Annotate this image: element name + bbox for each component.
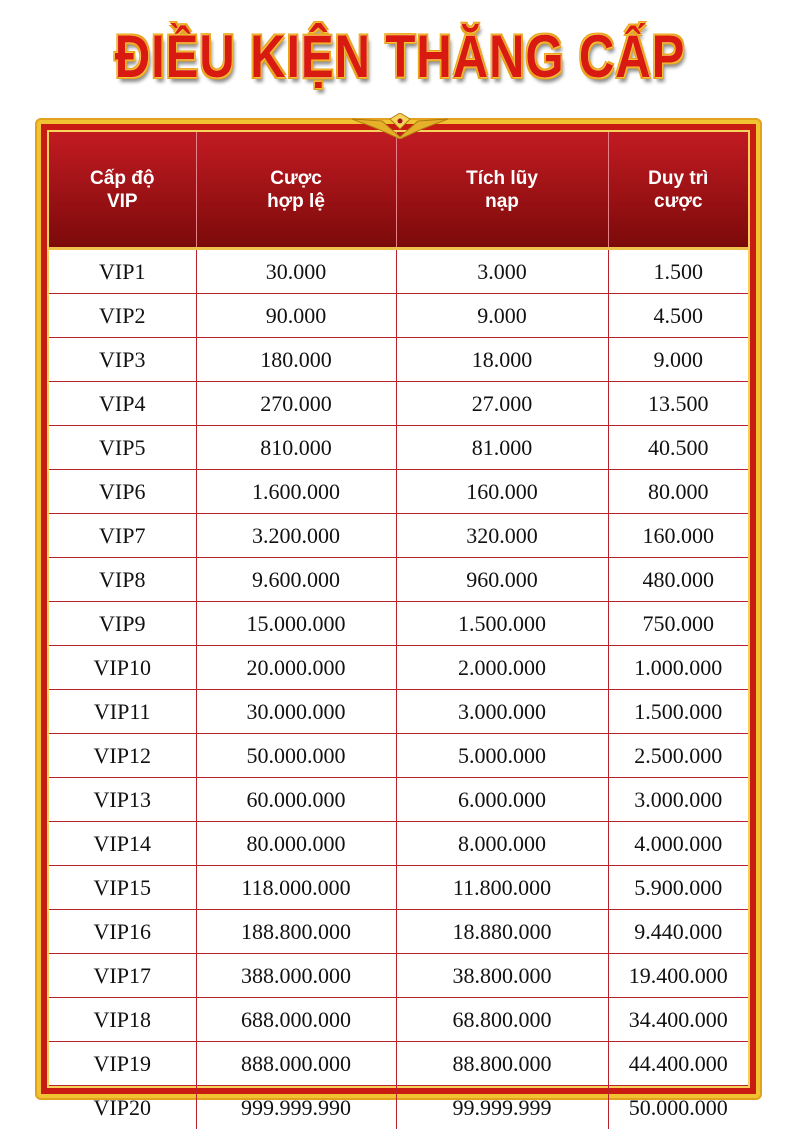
table-row — [49, 426, 748, 470]
cell-maintain-bet: 3.000.000 — [608, 778, 748, 822]
cell-deposit-total: 6.000.000 — [396, 778, 608, 822]
cell-maintain-bet: 750.000 — [608, 602, 748, 646]
cell-maintain-bet: 1.500 — [608, 249, 748, 294]
cell-valid-bet: 888.000.000 — [196, 1042, 396, 1086]
cell-maintain-bet: 50.000.000 — [608, 1086, 748, 1129]
cell-valid-bet: 15.000.000 — [196, 602, 396, 646]
table-row — [49, 822, 748, 866]
header-label-line: nạp — [485, 190, 519, 212]
cell-maintain-bet: 1.500.000 — [608, 690, 748, 734]
cell-maintain-bet: 40.500 — [608, 426, 748, 470]
cell-vip-level: VIP18 — [49, 998, 196, 1042]
cell-deposit-total: 160.000 — [396, 470, 608, 514]
table-row — [49, 998, 748, 1042]
cell-valid-bet: 60.000.000 — [196, 778, 396, 822]
cell-valid-bet: 80.000.000 — [196, 822, 396, 866]
cell-valid-bet: 180.000 — [196, 338, 396, 382]
cell-deposit-total: 3.000.000 — [396, 690, 608, 734]
cell-deposit-total: 88.800.000 — [396, 1042, 608, 1086]
cell-vip-level: VIP19 — [49, 1042, 196, 1086]
cell-maintain-bet: 44.400.000 — [608, 1042, 748, 1086]
cell-deposit-total: 5.000.000 — [396, 734, 608, 778]
cell-vip-level: VIP11 — [49, 690, 196, 734]
table-row — [49, 1042, 748, 1086]
header-maintain-bet — [608, 132, 748, 249]
cell-vip-level: VIP3 — [49, 338, 196, 382]
cell-valid-bet: 9.600.000 — [196, 558, 396, 602]
cell-vip-level: VIP20 — [49, 1086, 196, 1129]
cell-deposit-total: 38.800.000 — [396, 954, 608, 998]
cell-maintain-bet: 480.000 — [608, 558, 748, 602]
header-label-line: Cược — [270, 167, 322, 189]
cell-deposit-total: 1.500.000 — [396, 602, 608, 646]
cell-deposit-total: 8.000.000 — [396, 822, 608, 866]
cell-valid-bet: 810.000 — [196, 426, 396, 470]
page-title: ĐIỀU KIỆN THĂNG CẤP — [114, 23, 686, 90]
header-label-line: Cấp độ — [90, 167, 155, 189]
cell-deposit-total: 18.000 — [396, 338, 608, 382]
cell-valid-bet: 1.600.000 — [196, 470, 396, 514]
cell-maintain-bet: 4.500 — [608, 294, 748, 338]
cell-deposit-total: 27.000 — [396, 382, 608, 426]
table-row — [49, 338, 748, 382]
cell-maintain-bet: 5.900.000 — [608, 866, 748, 910]
header-vip-level — [49, 132, 196, 249]
table-frame — [37, 120, 760, 1120]
cell-vip-level: VIP10 — [49, 646, 196, 690]
cell-deposit-total: 3.000 — [396, 249, 608, 294]
table-row — [49, 734, 748, 778]
cell-vip-level: VIP6 — [49, 470, 196, 514]
header-label-line: Tích lũy — [466, 167, 538, 189]
cell-deposit-total: 81.000 — [396, 426, 608, 470]
cell-valid-bet: 688.000.000 — [196, 998, 396, 1042]
cell-vip-level: VIP12 — [49, 734, 196, 778]
cell-maintain-bet: 9.440.000 — [608, 910, 748, 954]
cell-vip-level: VIP14 — [49, 822, 196, 866]
cell-maintain-bet: 13.500 — [608, 382, 748, 426]
cell-valid-bet: 30.000 — [196, 249, 396, 294]
header-label-line: cược — [654, 190, 703, 212]
table-row — [49, 470, 748, 514]
cell-vip-level: VIP17 — [49, 954, 196, 998]
cell-deposit-total: 11.800.000 — [396, 866, 608, 910]
cell-deposit-total: 2.000.000 — [396, 646, 608, 690]
header-valid-bet — [196, 132, 396, 249]
cell-valid-bet: 118.000.000 — [196, 866, 396, 910]
cell-valid-bet: 3.200.000 — [196, 514, 396, 558]
table-row — [49, 558, 748, 602]
cell-valid-bet: 388.000.000 — [196, 954, 396, 998]
cell-valid-bet: 30.000.000 — [196, 690, 396, 734]
cell-valid-bet: 20.000.000 — [196, 646, 396, 690]
cell-vip-level: VIP16 — [49, 910, 196, 954]
cell-vip-level: VIP4 — [49, 382, 196, 426]
cell-maintain-bet: 9.000 — [608, 338, 748, 382]
cell-valid-bet: 999.999.990 — [196, 1086, 396, 1129]
cell-maintain-bet: 1.000.000 — [608, 646, 748, 690]
header-label-line: Duy trì — [648, 167, 709, 189]
cell-maintain-bet: 4.000.000 — [608, 822, 748, 866]
table-row — [49, 866, 748, 910]
table-row — [49, 778, 748, 822]
cell-deposit-total: 68.800.000 — [396, 998, 608, 1042]
table-row — [49, 382, 748, 426]
header-deposit-total — [396, 132, 608, 249]
cell-valid-bet: 188.800.000 — [196, 910, 396, 954]
header-label-line: VIP — [106, 190, 138, 212]
cell-vip-level: VIP9 — [49, 602, 196, 646]
cell-vip-level: VIP5 — [49, 426, 196, 470]
crest-ornament-icon — [352, 113, 448, 139]
cell-vip-level: VIP8 — [49, 558, 196, 602]
table-row — [49, 690, 748, 734]
cell-maintain-bet: 2.500.000 — [608, 734, 748, 778]
cell-valid-bet: 90.000 — [196, 294, 396, 338]
cell-valid-bet: 270.000 — [196, 382, 396, 426]
table-row — [49, 954, 748, 998]
vip-table — [49, 132, 748, 1129]
table-row — [49, 602, 748, 646]
cell-valid-bet: 50.000.000 — [196, 734, 396, 778]
cell-deposit-total: 9.000 — [396, 294, 608, 338]
table-row — [49, 249, 748, 294]
cell-maintain-bet: 80.000 — [608, 470, 748, 514]
cell-deposit-total: 960.000 — [396, 558, 608, 602]
table-row — [49, 646, 748, 690]
cell-vip-level: VIP2 — [49, 294, 196, 338]
cell-deposit-total: 320.000 — [396, 514, 608, 558]
cell-deposit-total: 18.880.000 — [396, 910, 608, 954]
cell-vip-level: VIP7 — [49, 514, 196, 558]
cell-vip-level: VIP1 — [49, 249, 196, 294]
cell-deposit-total: 99.999.999 — [396, 1086, 608, 1129]
cell-maintain-bet: 34.400.000 — [608, 998, 748, 1042]
table-row — [49, 1086, 748, 1129]
cell-vip-level: VIP15 — [49, 866, 196, 910]
header-row — [49, 132, 748, 249]
header-label-line: hợp lệ — [267, 190, 325, 212]
cell-maintain-bet: 160.000 — [608, 514, 748, 558]
cell-vip-level: VIP13 — [49, 778, 196, 822]
table-row — [49, 910, 748, 954]
table-row — [49, 294, 748, 338]
cell-maintain-bet: 19.400.000 — [608, 954, 748, 998]
table-row — [49, 514, 748, 558]
